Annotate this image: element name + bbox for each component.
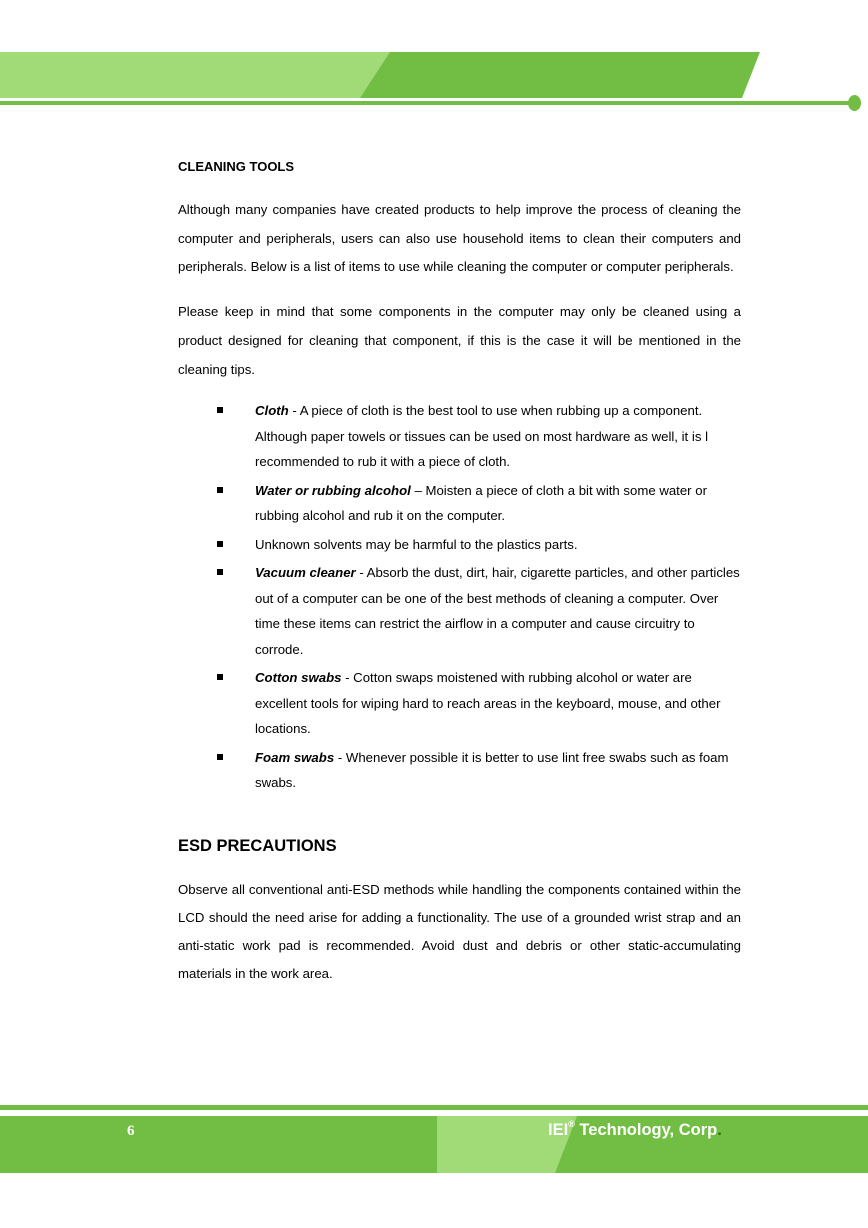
tip-term: Water or rubbing alcohol — [255, 482, 411, 498]
tip-term: Cotton swabs — [255, 670, 342, 686]
cleaning-tips-list — [178, 398, 741, 796]
square-bullet-icon — [217, 487, 223, 493]
header-rule — [0, 101, 856, 105]
registered-mark: ® — [568, 1119, 575, 1129]
brand-rest: Technology, Corp — [574, 1121, 718, 1139]
cleaning-tools-heading: CLEANING TOOLS — [178, 159, 295, 174]
brand-name: IEI — [548, 1121, 569, 1139]
page-content — [178, 150, 741, 989]
footer-rule — [0, 1105, 868, 1110]
cleaning-tools-intro: Although many companies have created products to help improve the process of cleaning the computer and peripherals, users can also use household items to clean their computers and peripherals. Below is a list of items to use while cleaning the computer or computer peripherals. — [178, 202, 741, 275]
tip-term: Cloth — [255, 403, 289, 419]
square-bullet-icon — [217, 569, 223, 575]
square-bullet-icon — [217, 407, 223, 413]
page-number: 6 — [127, 1123, 135, 1139]
header-band-light — [0, 52, 390, 98]
square-bullet-icon — [217, 674, 223, 680]
list-item — [178, 745, 741, 796]
tip-text: - Cotton swaps moistened with rubbing alcohol or water are excellent tools for wiping hard to reach areas in the keyboard, mouse, and other locations. — [255, 670, 721, 737]
tip-text: Unknown solvents may be harmful to the plastics parts. — [255, 536, 578, 552]
list-item — [178, 560, 741, 662]
tip-text: – Moisten a piece of cloth a bit with some water or rubbing alcohol and rub it on the computer. — [255, 482, 707, 524]
tip-text: - Whenever possible it is better to use lint free swabs such as foam swabs. — [255, 749, 729, 791]
esd-precautions-text: Observe all conventional anti-ESD methods while handling the components contained within the LCD should the need arise for adding a functionality. The use of a grounded wrist strap and an anti-static work pad is recommended. Avoid dust and debris or other static-accumulating materials in the work area. — [178, 881, 741, 982]
cleaning-tools-note: Please keep in mind that some components in the computer may only be cleaned using a product designed for cleaning that component, if this is the case it will be mentioned in the cleaning tips. — [178, 304, 741, 377]
brand-dot: . — [717, 1121, 722, 1139]
tip-term: Vacuum cleaner — [255, 565, 356, 581]
tip-text: - Absorb the dust, dirt, hair, cigarette particles, and other particles out of a computer can be one of the best methods of cleaning a computer. Over time these items can restrict the airflow in a computer and cause circuitry to corrode. — [255, 565, 740, 657]
list-item — [178, 398, 741, 475]
list-item — [178, 532, 741, 558]
square-bullet-icon — [217, 754, 223, 760]
header-band-dark — [360, 52, 760, 98]
tip-term: Foam swabs — [255, 749, 335, 765]
company-brand — [548, 1121, 722, 1140]
square-bullet-icon — [217, 541, 223, 547]
header-rule-endcap — [848, 95, 861, 111]
esd-precautions-heading: ESD PRECAUTIONS — [178, 836, 337, 855]
tip-text: - A piece of cloth is the best tool to use when rubbing up a component. Although paper towels or tissues can be used on most hardware as well, it is l recommended to rub it with a piece of cloth. — [255, 403, 709, 470]
list-item — [178, 665, 741, 742]
list-item — [178, 478, 741, 529]
